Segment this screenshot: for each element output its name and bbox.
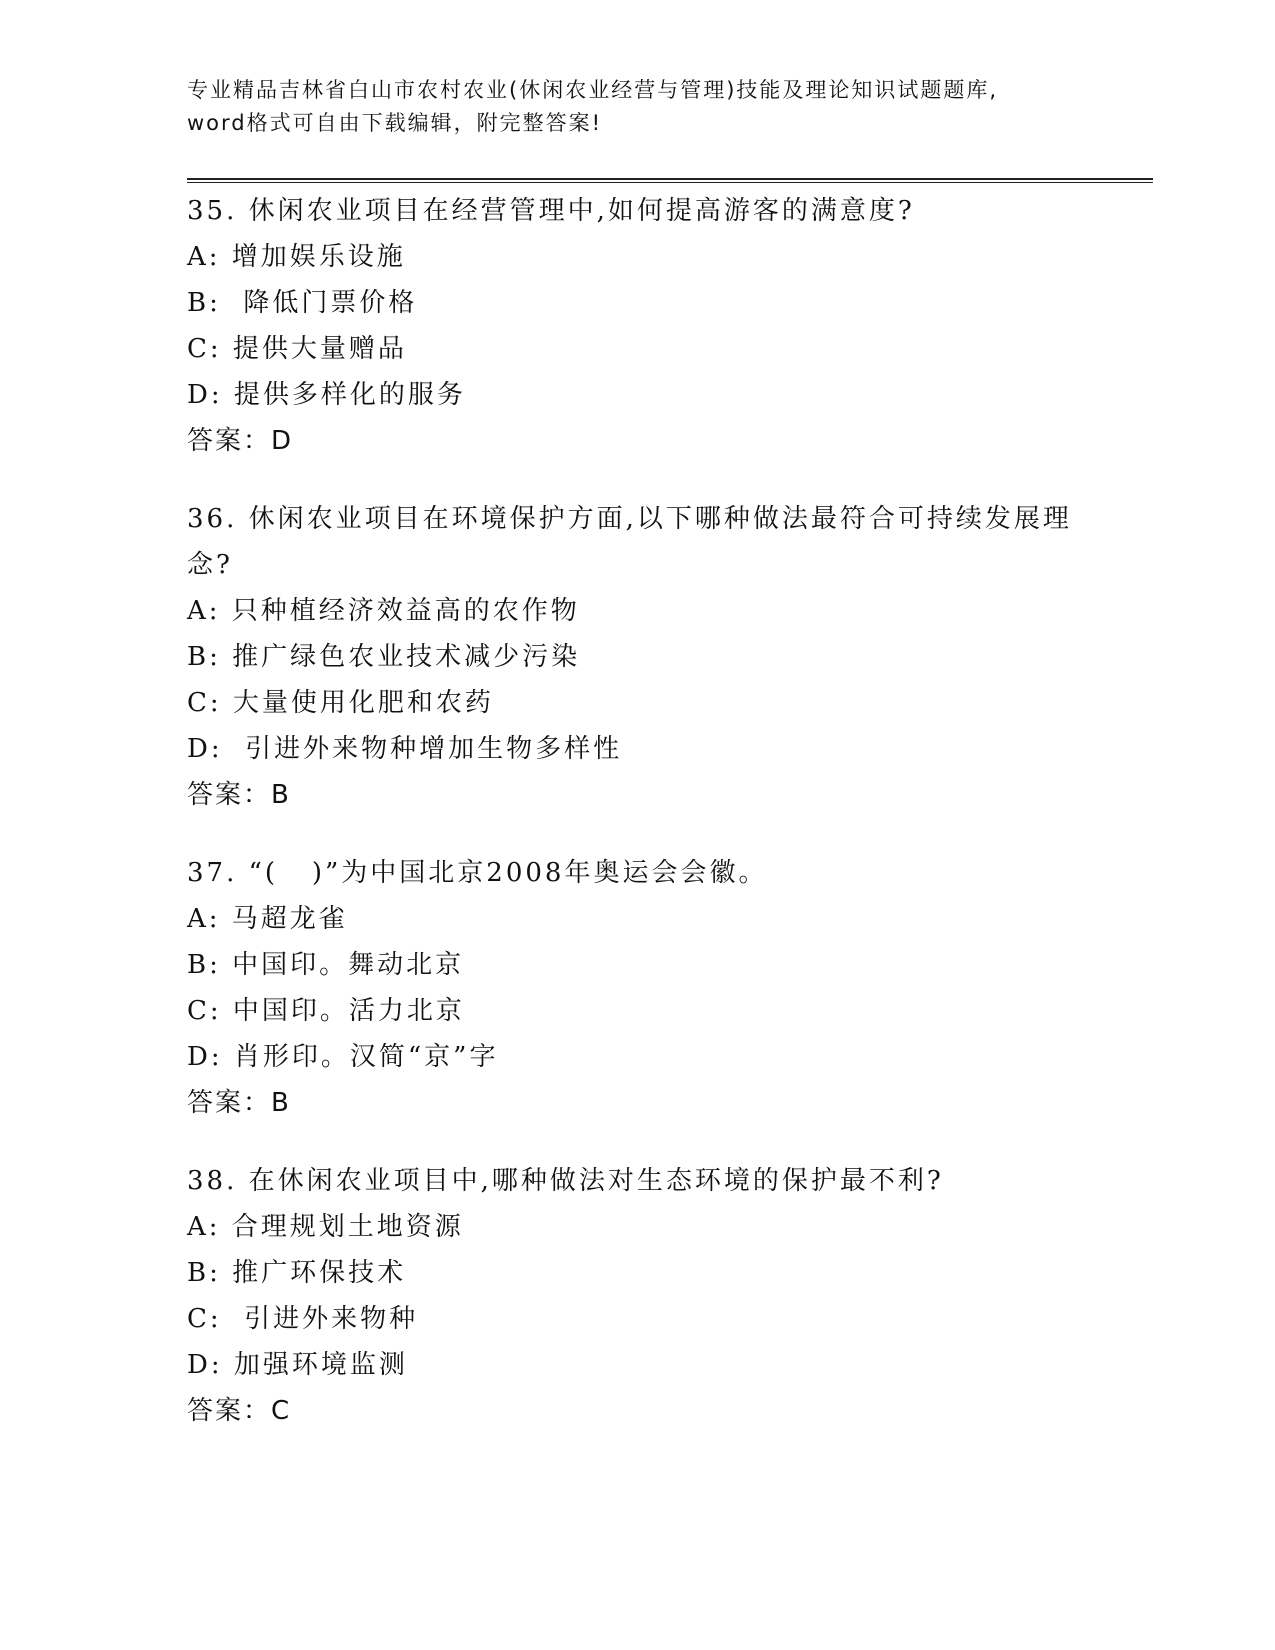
option-d: D: 提供多样化的服务: [187, 380, 466, 410]
option-d: D: 引进外来物种增加生物多样性: [187, 734, 623, 764]
question-stem: 38. 在休闲农业项目中,哪种做法对生态环境的保护最不利?: [187, 1166, 944, 1196]
question-stem: 35. 休闲农业项目在经营管理中,如何提高游客的满意度?: [187, 196, 915, 226]
question-item: [187, 1158, 1087, 1434]
option-a: A: 只种植经济效益高的农作物: [187, 596, 580, 626]
header-line-1: 专业精品吉林省白山市农村农业(休闲农业经营与管理)技能及理论知识试题题库,: [187, 78, 999, 102]
header-divider-thick: [187, 178, 1153, 180]
option-c: C: 大量使用化肥和农药: [187, 688, 494, 718]
option-d: D: 肖形印。汉简“京”字: [187, 1042, 499, 1072]
option-d: D: 加强环境监测: [187, 1350, 408, 1380]
option-a: A: 增加娱乐设施: [187, 242, 406, 272]
question-item: [187, 496, 1087, 818]
option-c: C: 中国印。活力北京: [187, 996, 465, 1026]
answer-line: 答案：B: [187, 780, 291, 810]
option-b: B: 中国印。舞动北京: [187, 950, 465, 980]
answer-line: 答案：C: [187, 1396, 292, 1426]
option-b: B: 推广环保技术: [187, 1258, 407, 1288]
question-item: [187, 188, 1087, 464]
document-header: [187, 74, 1087, 140]
option-a: A: 马超龙雀: [187, 904, 348, 934]
question-item: [187, 850, 1087, 1126]
option-c: C: 引进外来物种: [187, 1304, 419, 1334]
question-list: [187, 188, 1087, 1466]
answer-line: 答案：B: [187, 1088, 291, 1118]
header-line-2: word格式可自由下载编辑，附完整答案!: [187, 111, 603, 135]
question-stem: 36. 休闲农业项目在环境保护方面,以下哪种做法最符合可持续发展理念?: [187, 504, 1072, 580]
option-c: C: 提供大量赠品: [187, 334, 407, 364]
question-stem: 37. “( )”为中国北京2008年奥运会会徽。: [187, 858, 768, 888]
answer-line: 答案：D: [187, 426, 294, 456]
option-a: A: 合理规划土地资源: [187, 1212, 464, 1242]
option-b: B: 降低门票价格: [187, 288, 418, 318]
option-b: B: 推广绿色农业技术减少污染: [187, 642, 581, 672]
header-divider-thin: [187, 182, 1153, 183]
